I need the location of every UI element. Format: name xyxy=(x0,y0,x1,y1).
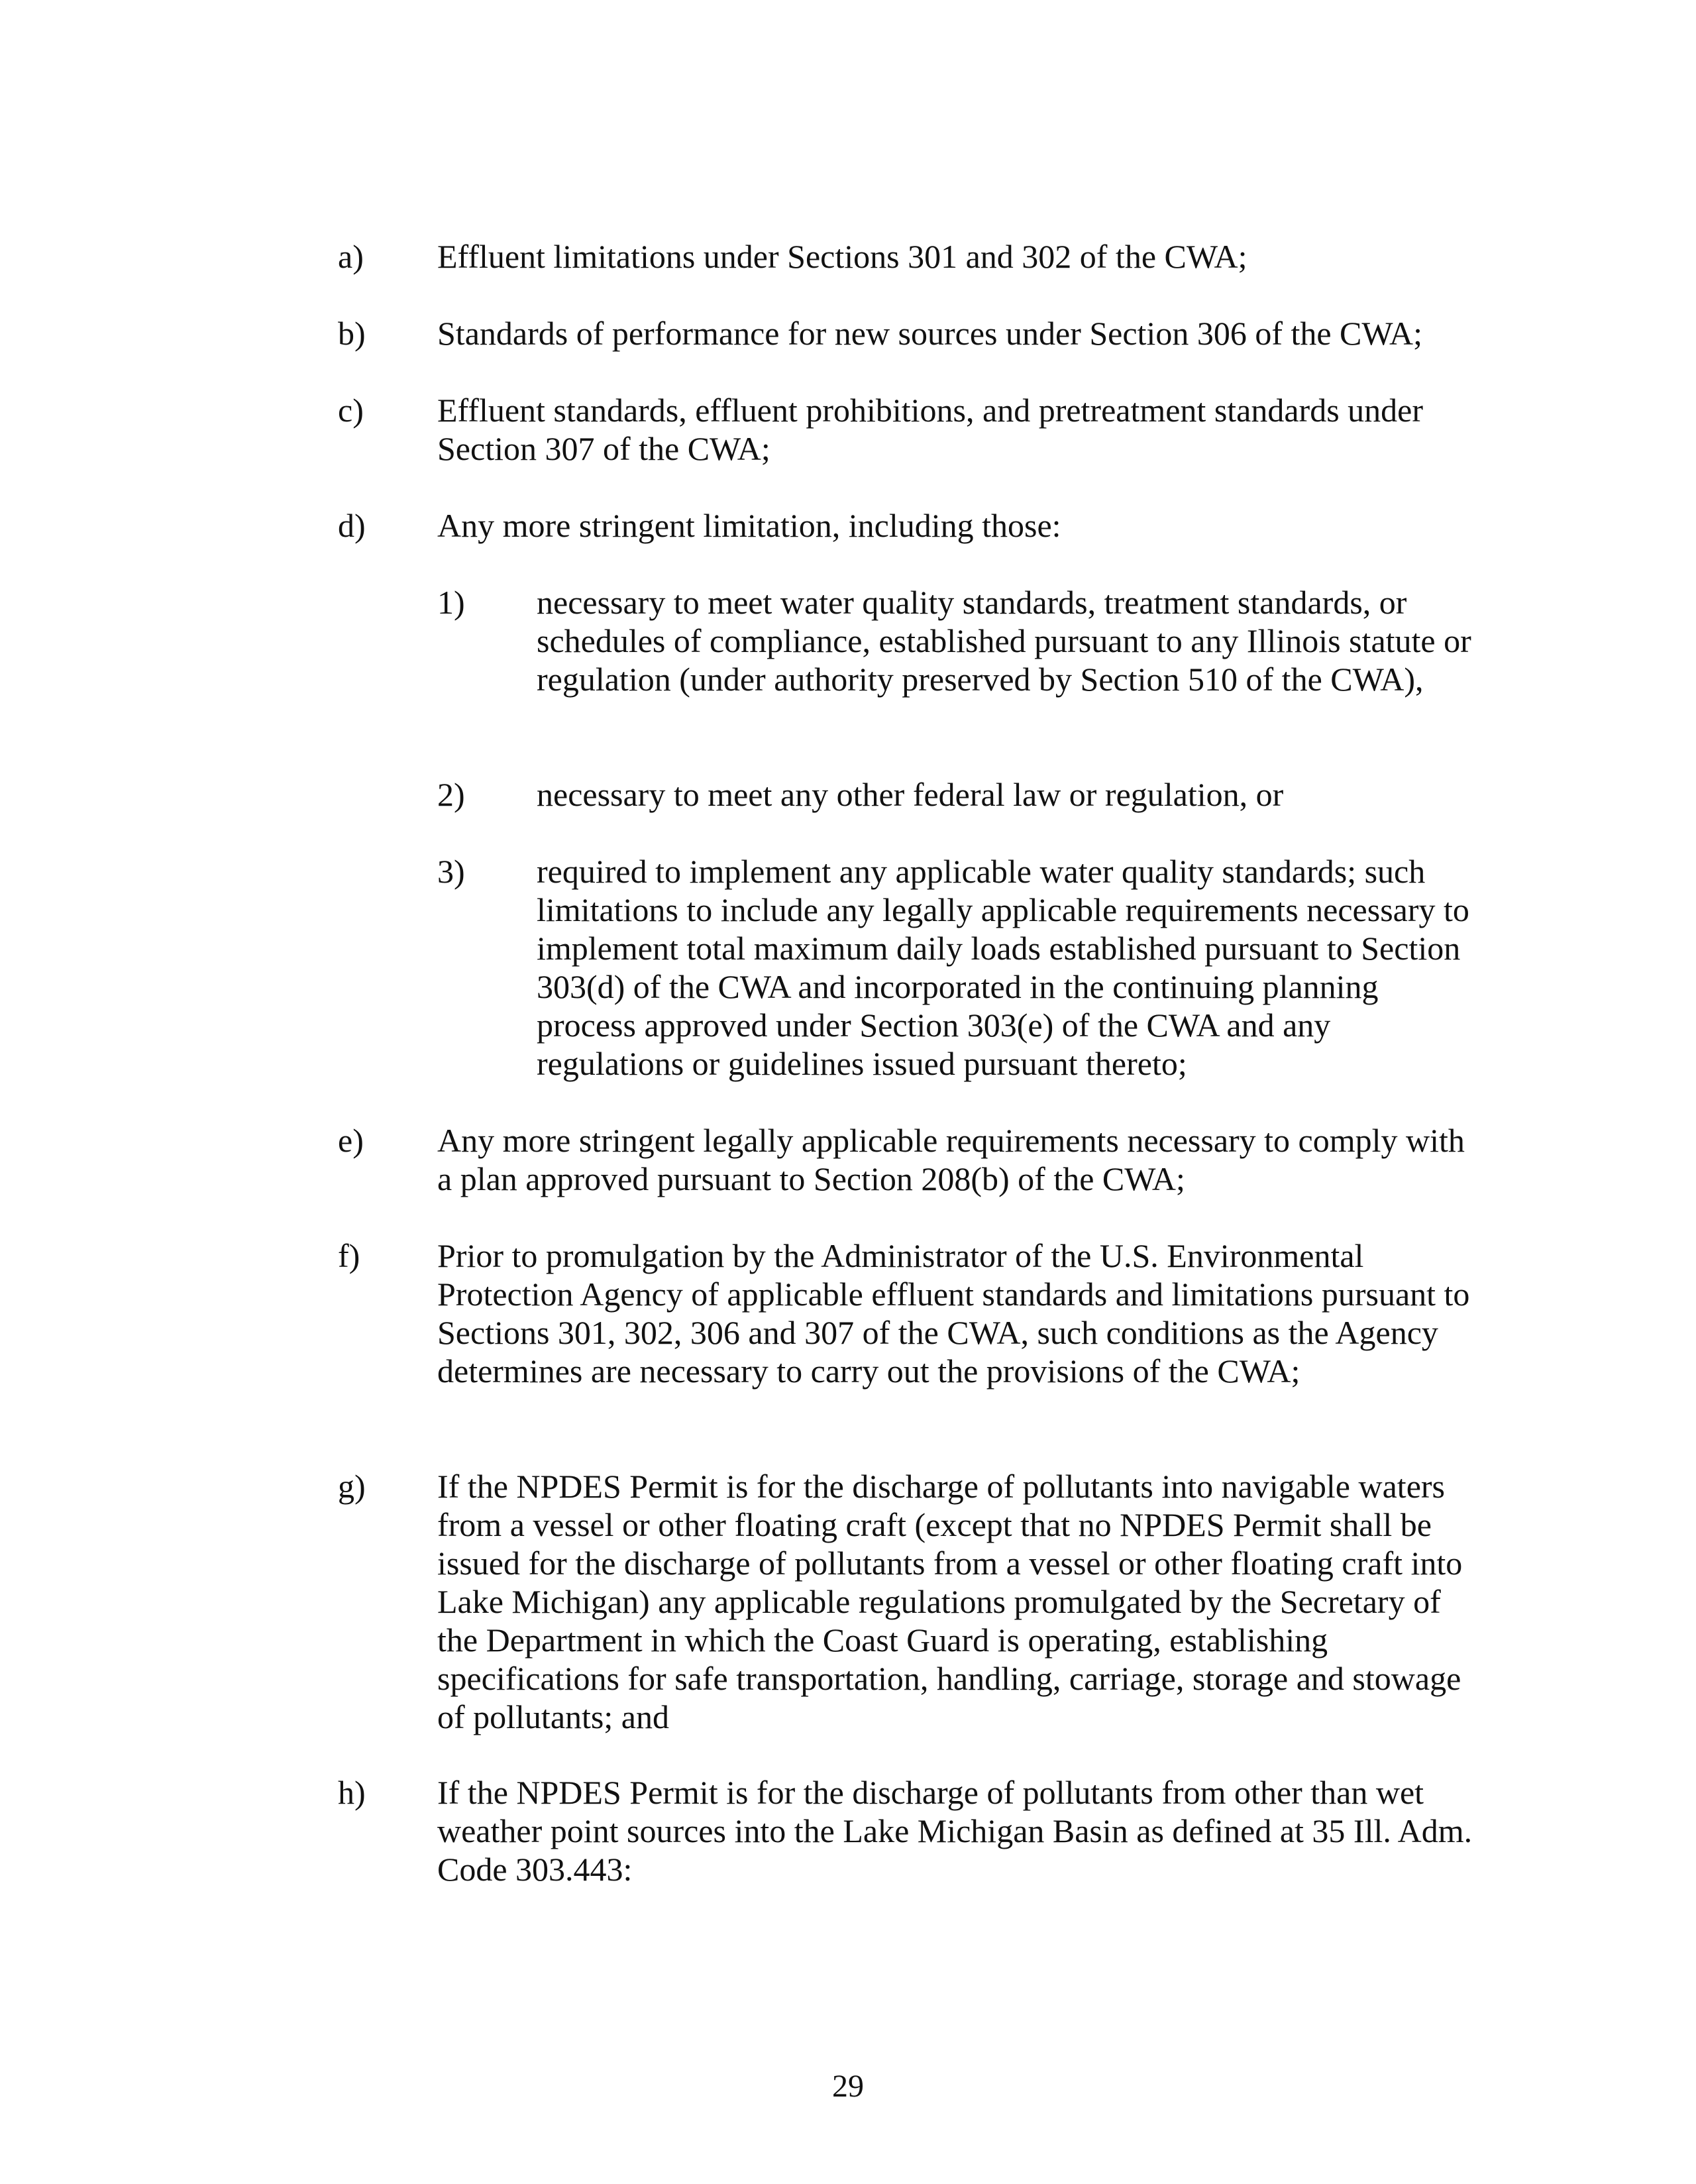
item-label: f) xyxy=(338,1237,360,1274)
item-label: b) xyxy=(338,315,366,352)
item-label: d) xyxy=(338,507,366,544)
page-number: 29 xyxy=(832,2069,864,2104)
item-label: g) xyxy=(338,1468,366,1505)
sub-item-label: 1) xyxy=(437,584,465,621)
item-text: Standards of performance for new sources under Section 306 of the CWA; xyxy=(437,315,1423,352)
item-text: Any more stringent limitation, including those: xyxy=(437,507,1061,544)
item-label: a) xyxy=(338,238,364,275)
sub-item-text: necessary to meet water quality standards, treatment standards, or schedules of compliance, established pursuant to any Illinois statute or regulation (under authority preserved by Section 510 of the CWA), xyxy=(537,584,1471,698)
item-text: Prior to promulgation by the Administrator of the U.S. Environmental Protection Agency of applicable effluent standards and limitations pursuant to Sections 301, 302, 306 and 307 of the CWA, such conditions as the Agency determines are necessary to carry out the provisions of the CWA; xyxy=(437,1237,1470,1390)
item-label: h) xyxy=(338,1774,366,1811)
item-text: If the NPDES Permit is for the discharge of pollutants into navigable waters from a vessel or other floating craft (except that no NPDES Permit shall be issued for the discharge of pollutants from a vessel or other floating craft into Lake Michigan) any applicable regulations promulgated by the Secretary of the Department in which the Coast Guard is operating, establishing specifications for safe transportation, handling, carriage, storage and stowage of pollutants; and xyxy=(437,1468,1463,1735)
sub-item-label: 2) xyxy=(437,776,465,813)
item-text: Effluent standards, effluent prohibitions, and pretreatment standards under Section 307 of the CWA; xyxy=(437,392,1424,467)
item-label: e) xyxy=(338,1122,364,1159)
sub-item-text: necessary to meet any other federal law or regulation, or xyxy=(537,776,1284,813)
item-label: c) xyxy=(338,392,364,429)
item-text: Effluent limitations under Sections 301 and 302 of the CWA; xyxy=(437,238,1247,275)
sub-item-label: 3) xyxy=(437,853,465,890)
item-text: Any more stringent legally applicable requirements necessary to comply with a plan approved pursuant to Section 208(b) of the CWA; xyxy=(437,1122,1465,1197)
item-text: If the NPDES Permit is for the discharge of pollutants from other than wet weather point sources into the Lake Michigan Basin as defined at 35 Ill. Adm. Code 303.443: xyxy=(437,1774,1473,1888)
sub-item-text: required to implement any applicable water quality standards; such limitations to include any legally applicable requirements necessary to implement total maximum daily loads established pursuant to Section 303(d) of the CWA and incorporated in the continuing planning process approved under Section 303(e) of the CWA and any regulations or guidelines issued pursuant thereto; xyxy=(537,853,1469,1082)
